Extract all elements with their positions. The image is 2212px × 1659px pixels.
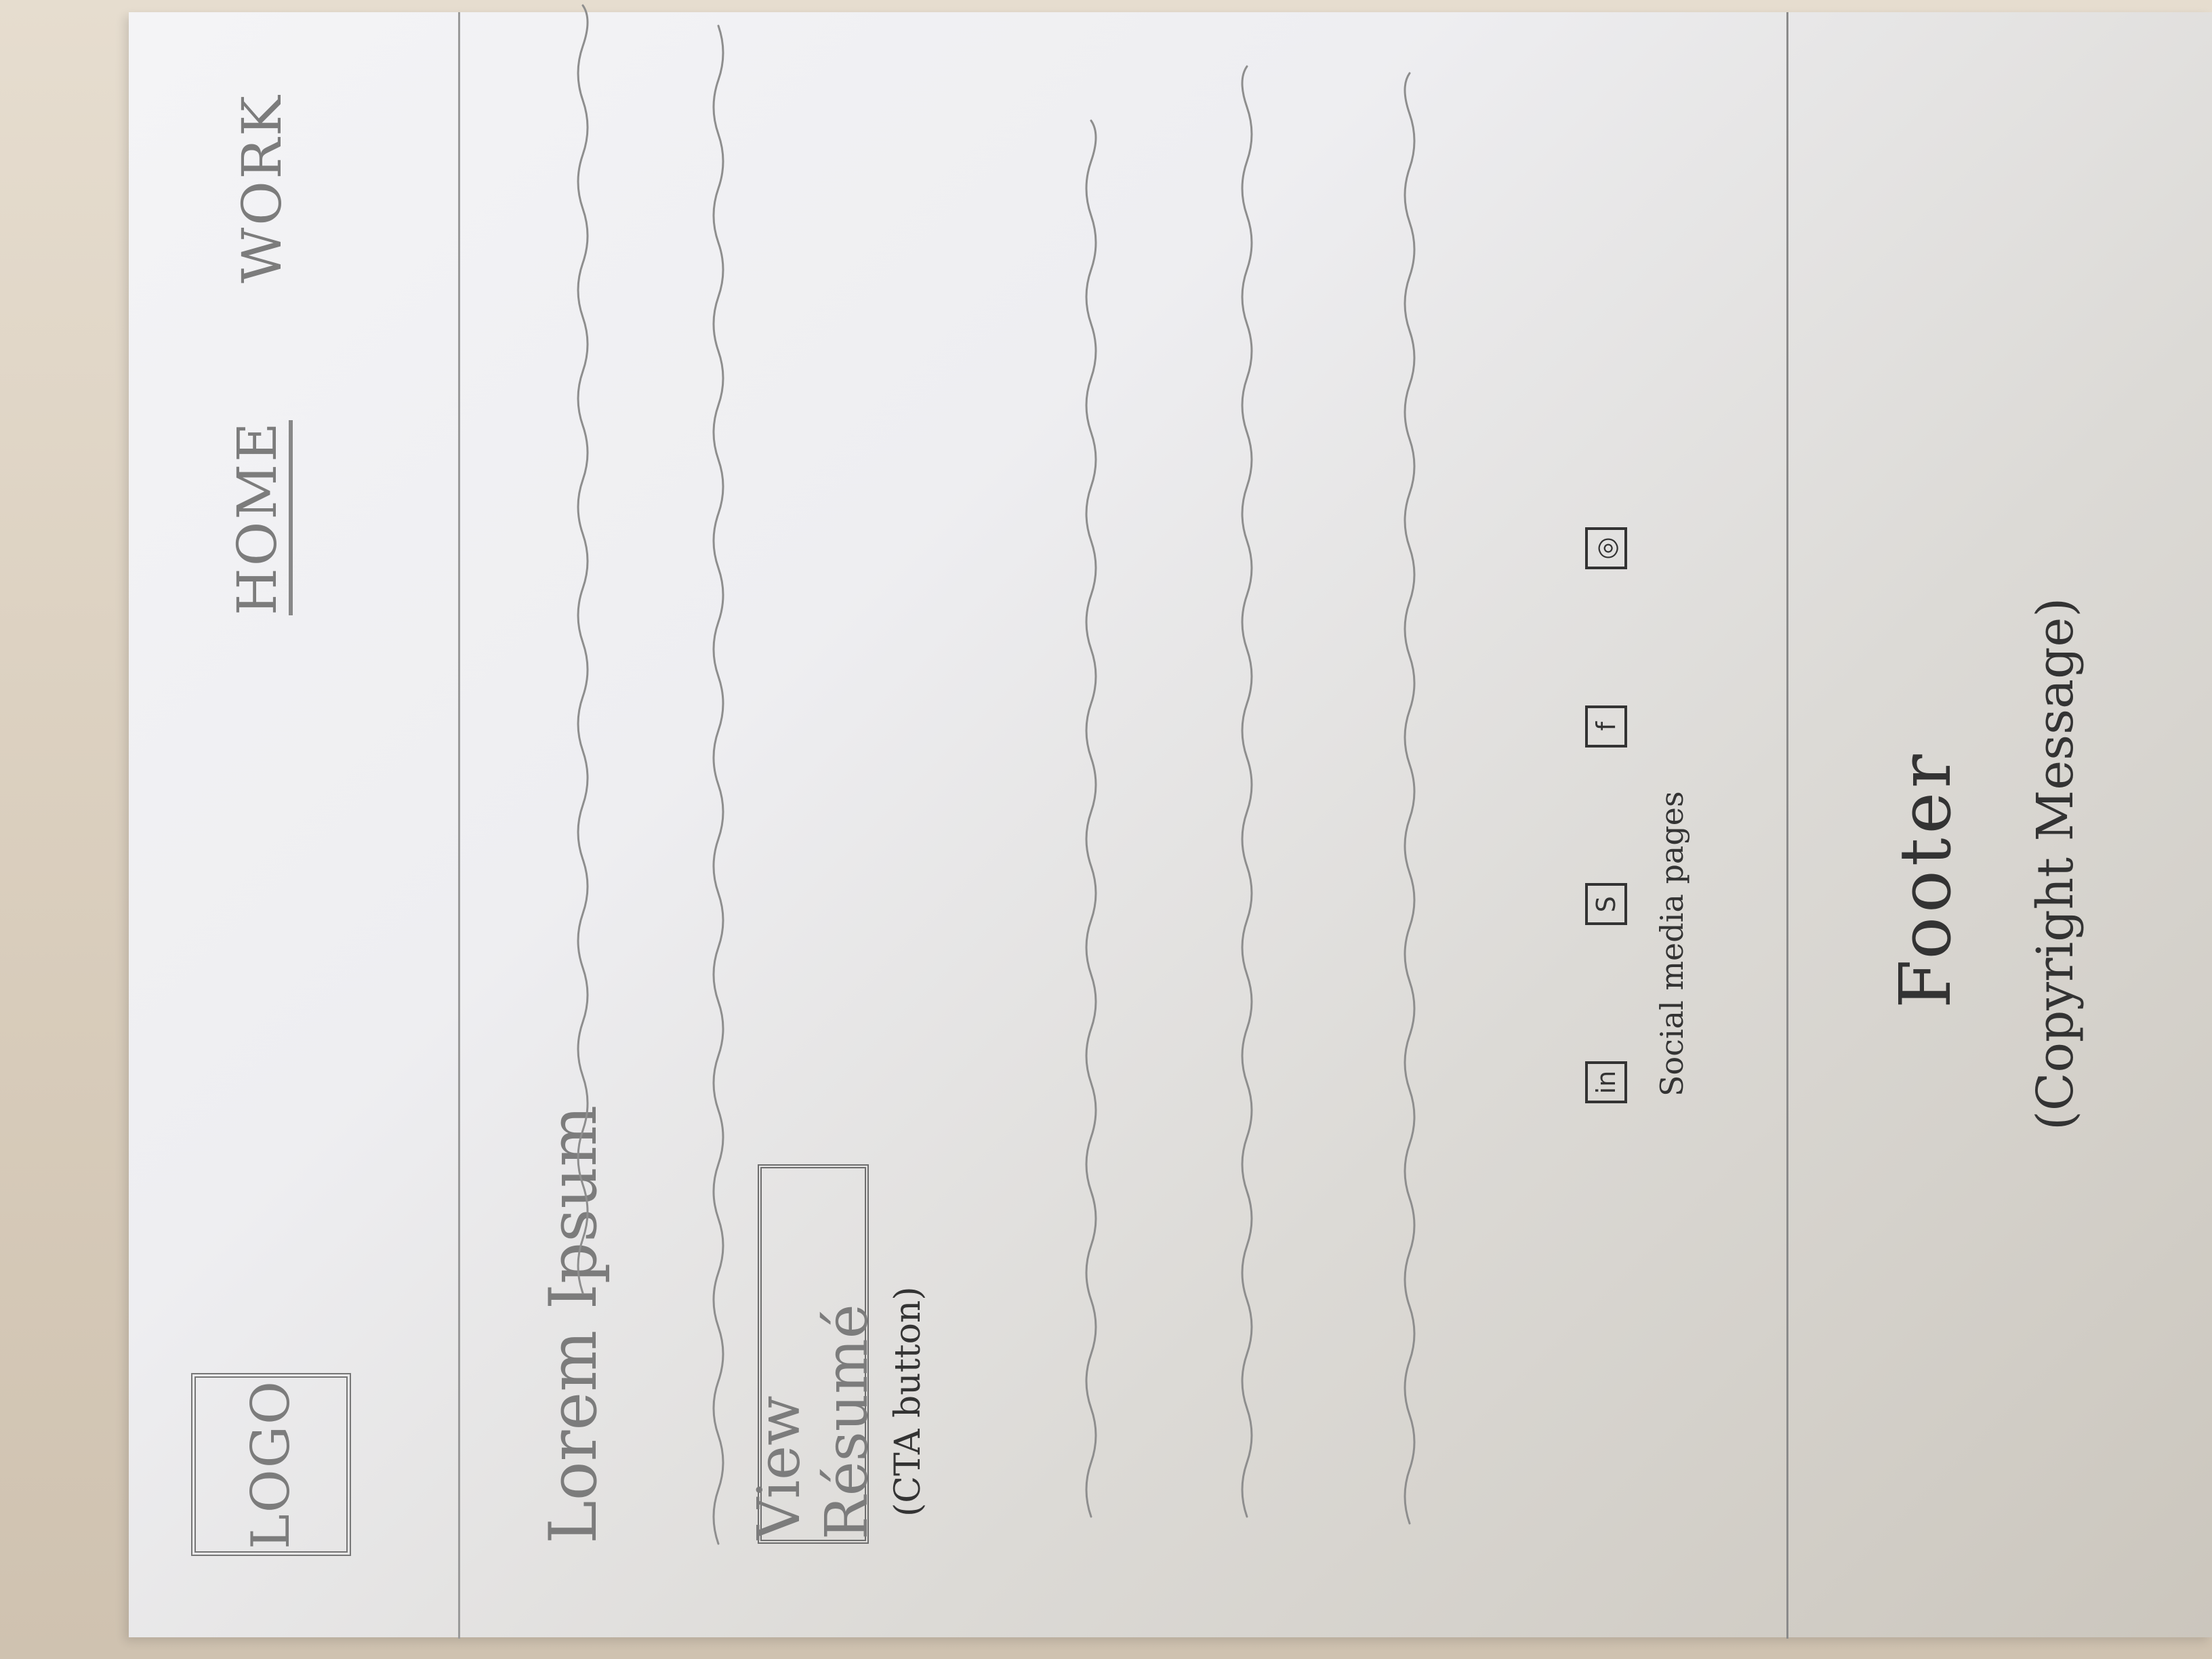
nav-work-link[interactable]: WORK	[230, 94, 293, 283]
facebook-icon[interactable]: f	[1585, 705, 1627, 747]
social-icons-row	[1579, 527, 1633, 1103]
cta-annotation: (CTA button)	[888, 1286, 928, 1517]
footer-divider	[1786, 12, 1788, 1639]
linkedin-icon[interactable]: in	[1585, 1061, 1627, 1103]
text-line-5	[1405, 73, 1414, 1523]
nav-home-link[interactable]: HOME	[230, 420, 293, 615]
social-caption: Social media pages	[1654, 791, 1690, 1097]
text-line-2	[714, 26, 723, 1544]
text-line-4	[1242, 66, 1252, 1517]
cta-label: View Résumé	[745, 1304, 881, 1540]
logo-text: LOGO	[241, 1380, 302, 1549]
text-line-1	[578, 5, 588, 1293]
skype-icon[interactable]: S	[1585, 883, 1627, 925]
instagram-icon[interactable]: ◎	[1585, 527, 1627, 569]
text-line-3	[1086, 121, 1096, 1517]
copyright-message: (Copyright Message)	[2026, 597, 2085, 1130]
hero-title: Lorem Ipsum	[535, 1105, 611, 1544]
footer-title: Footer	[1884, 750, 1967, 1008]
